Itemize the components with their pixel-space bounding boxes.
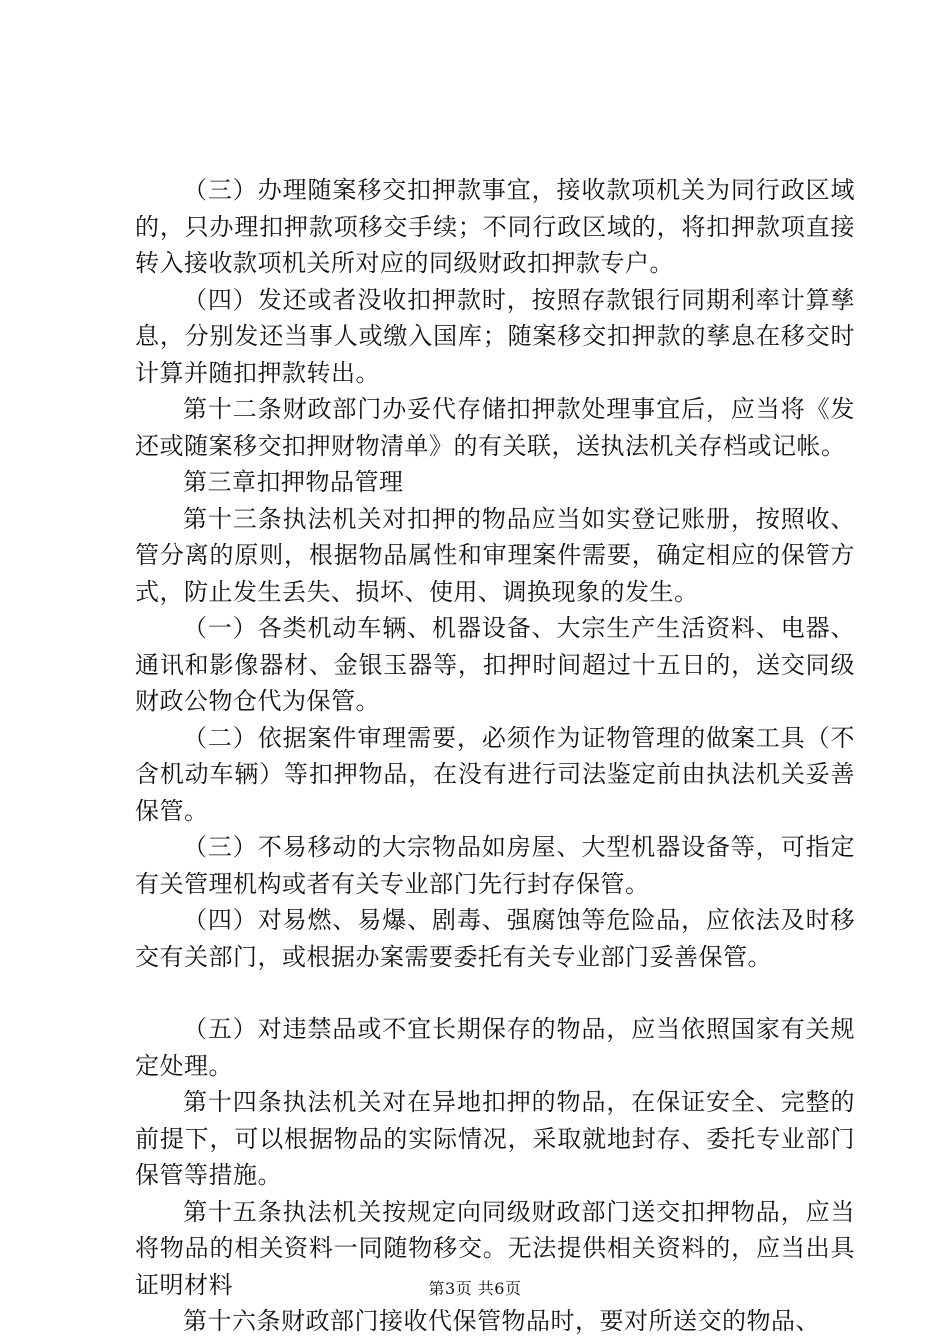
paragraph-item-2-evidence: （二）依据案件审理需要，必须作为证物管理的做案工具（不含机动车辆）等扣押物品，在没有进行司法鉴定前由执法机关妥善保管。 <box>135 723 855 825</box>
paragraph-article-14: 第十四条执法机关对在异地扣押的物品，在保证安全、完整的前提下，可以根据物品的实际情况，采取就地封存、委托专业部门保管等措施。 <box>135 1088 855 1189</box>
paragraph-article-13: 第十三条执法机关对扣押的物品应当如实登记账册，按照收、管分离的原则，根据物品属性和审理案件需要，确定相应的保管方式，防止发生丢失、损坏、使用、调换现象的发生。 <box>135 504 855 606</box>
paragraph-item-5-prohibited: （五）对违禁品或不宜长期保存的物品，应当依照国家有关规定处理。 <box>135 1015 855 1080</box>
paragraph-item-3-immovable: （三）不易移动的大宗物品如房屋、大型机器设备等，可指定有关管理机构或者有关专业部门先行封存保管。 <box>135 833 855 898</box>
blank-line <box>135 975 855 1011</box>
page-number-footer: 第3页 共6页 <box>428 1279 522 1298</box>
paragraph-article-15: 第十五条执法机关按规定向同级财政部门送交扣押物品，应当将物品的相关资料一同随物移交。无法提供相关资料的，应当出具证明材料 <box>135 1197 855 1299</box>
chapter-heading: 第三章扣押物品管理 <box>183 468 404 496</box>
document-body <box>135 172 855 1340</box>
paragraph-article-16: 第十六条财政部门接收代保管物品时，要对所送交的物品、 <box>183 1307 820 1335</box>
paragraph-item-1-vehicles: （一）各类机动车辆、机器设备、大宗生产生活资料、电器、通讯和影像器材、金银玉器等，扣押时间超过十五日的，送交同级财政公物仓代为保管。 <box>135 614 855 715</box>
paragraph-item-4-hazardous: （四）对易燃、易爆、剧毒、强腐蚀等危险品，应依法及时移交有关部门，或根据办案需要委托有关专业部门妥善保管。 <box>135 906 855 971</box>
paragraph-item-4-interest: （四）发还或者没收扣押款时，按照存款银行同期利率计算孳息，分别发还当事人或缴入国库；随案移交扣押款的孳息在移交时计算并随扣押款转出。 <box>135 285 855 387</box>
paragraph-item-3-deposit-transfer: （三）办理随案移交扣押款事宜，接收款项机关为同行政区域的，只办理扣押款项移交手续；不同行政区域的，将扣押款项直接转入接收款项机关所对应的同级财政扣押款专户。 <box>135 176 855 277</box>
paragraph-article-12: 第十二条财政部门办妥代存储扣押款处理事宜后，应当将《发还或随案移交扣押财物清单》的有关联，送执法机关存档或记帐。 <box>135 395 855 460</box>
